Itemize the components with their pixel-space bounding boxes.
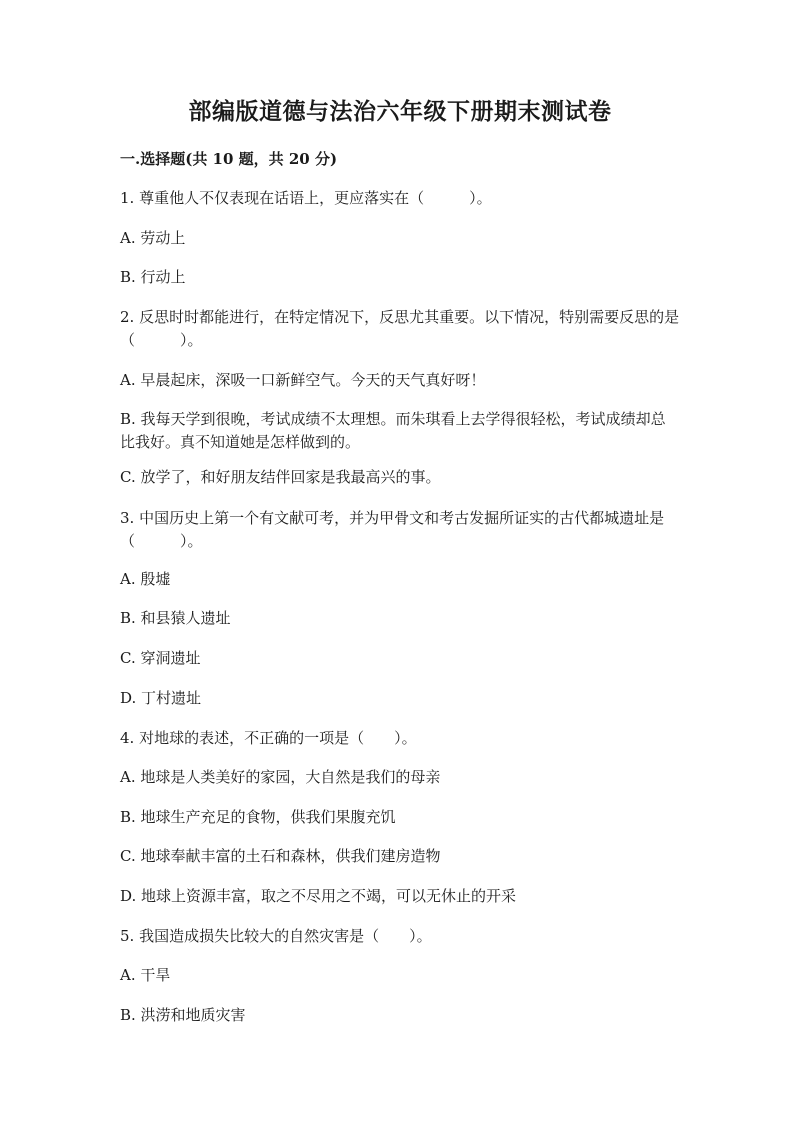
question-2-option-a: A. 早晨起床，深吸一口新鲜空气。今天的天气真好呀！ xyxy=(120,371,486,389)
question-4-option-b: B. 地球生产充足的食物，供我们果腹充饥 xyxy=(120,808,396,826)
question-5-option-a: A. 干旱 xyxy=(120,966,171,984)
question-3-option-b: B. 和县猿人遗址 xyxy=(120,609,231,627)
question-1-option-a: A. 劳动上 xyxy=(120,229,186,247)
question-3-option-c: C. 穿洞遗址 xyxy=(120,649,201,667)
question-2-option-b: B. 我每天学到很晚，考试成绩不太理想。而朱琪看上去学得很轻松，考试成绩却总比我好。真不知道她是怎样做到的。 xyxy=(120,410,666,451)
question-3-stem: 3. 中国历史上第一个有文献可考，并为甲骨文和考古发掘所证实的古代都城遗址是（ ）。 xyxy=(120,509,665,550)
question-2-stem: 2. 反思时时都能进行，在特定情况下，反思尤其重要。以下情况，特别需要反思的是（ ）。 xyxy=(120,308,680,349)
exam-title: 部编版道德与法治六年级下册期末测试卷 xyxy=(188,98,612,125)
question-4-option-c: C. 地球奉献丰富的土石和森林，供我们建房造物 xyxy=(120,847,441,865)
question-3-option-a: A. 殷墟 xyxy=(120,570,171,588)
question-2-option-c: C. 放学了，和好朋友结伴回家是我最高兴的事。 xyxy=(120,468,441,486)
question-1-option-b: B. 行动上 xyxy=(120,268,186,286)
question-4-option-d: D. 地球上资源丰富，取之不尽用之不竭，可以无休止的开采 xyxy=(120,887,517,905)
question-1-stem: 1. 尊重他人不仅表现在话语上，更应落实在（ ）。 xyxy=(120,189,492,207)
question-5-stem: 5. 我国造成损失比较大的自然灾害是（ ）。 xyxy=(120,927,432,945)
question-4-option-a: A. 地球是人类美好的家园，大自然是我们的母亲 xyxy=(120,768,441,786)
question-5-option-b: B. 洪涝和地质灾害 xyxy=(120,1006,246,1024)
question-4-stem: 4. 对地球的表述，不正确的一项是（ ）。 xyxy=(120,729,417,747)
question-3-option-d: D. 丁村遗址 xyxy=(120,689,202,707)
section-heading: 一.选择题(共 10 题，共 20 分) xyxy=(120,150,338,168)
